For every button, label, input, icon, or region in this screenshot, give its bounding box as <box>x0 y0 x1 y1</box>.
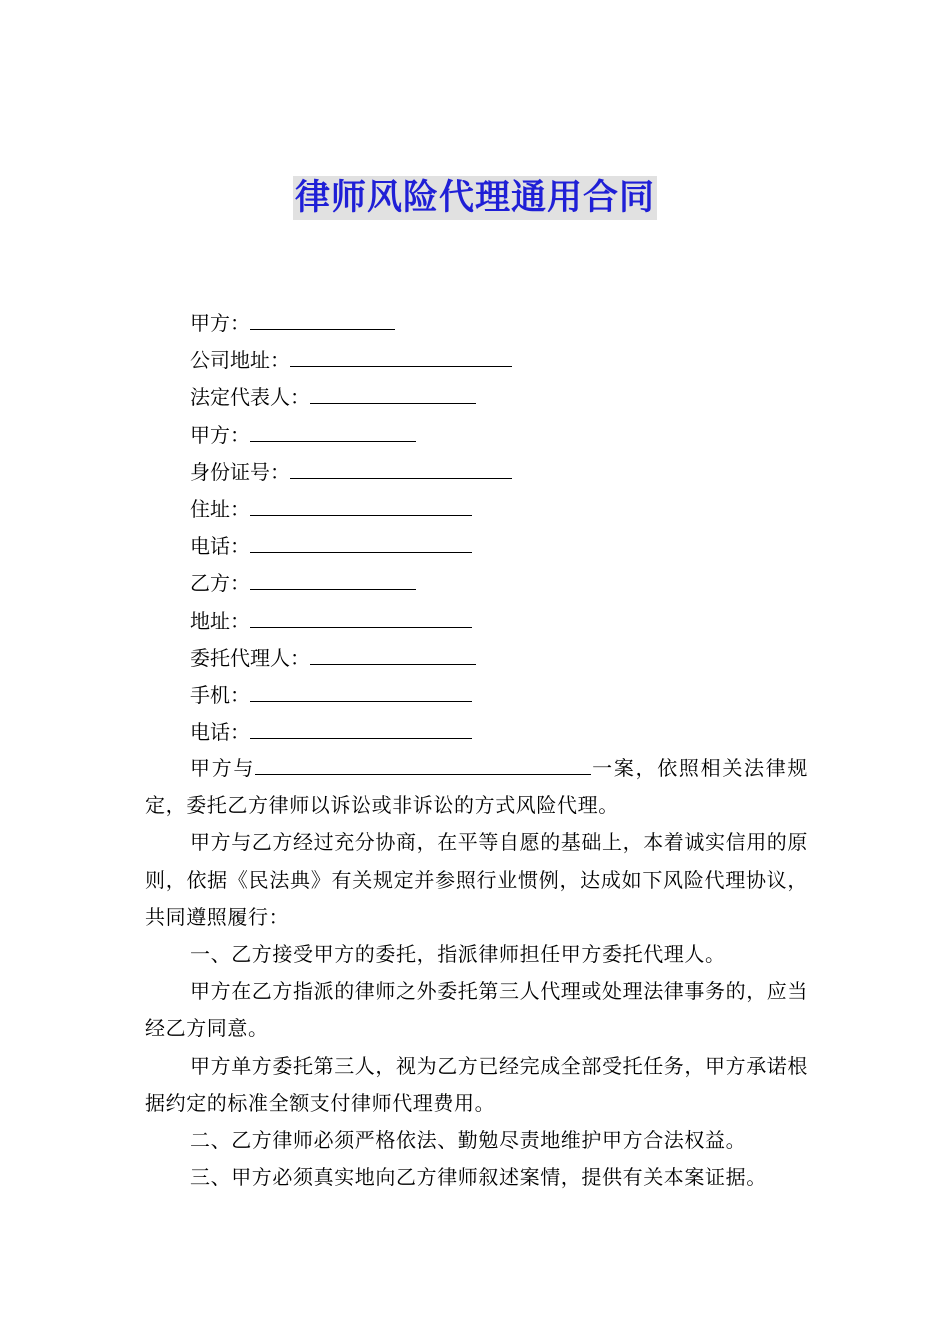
paragraph-suffix: 一案，依照相关法律规定，委托乙方律师以诉讼或非诉讼的方式风险代理。 <box>145 756 808 818</box>
party-info-fields <box>190 305 830 751</box>
fill-blank[interactable] <box>250 609 472 628</box>
field-label: 身份证号： <box>190 459 290 484</box>
fill-blank[interactable] <box>250 534 472 553</box>
field-phone <box>190 528 830 565</box>
fill-blank[interactable] <box>250 497 472 516</box>
contract-body <box>145 750 808 1196</box>
field-phone-2 <box>190 714 830 751</box>
paragraph-clause-1-third-party: 甲方单方委托第三人，视为乙方已经完成全部受托任务，甲方承诺根据约定的标准全额支付律师代理费用。 <box>145 1053 808 1115</box>
paragraph-clause-1-consent: 甲方在乙方指派的律师之外委托第三人代理或处理法律事务的，应当经乙方同意。 <box>145 979 808 1041</box>
field-label: 法定代表人： <box>190 385 310 410</box>
field-legal-representative <box>190 379 830 416</box>
field-label: 甲方： <box>190 311 250 335</box>
fill-blank[interactable] <box>250 311 395 330</box>
field-label: 乙方： <box>190 571 250 596</box>
document-title: 律师风险代理通用合同 <box>294 178 655 218</box>
fill-blank-case[interactable] <box>255 756 591 775</box>
field-agent <box>190 640 830 677</box>
paragraph-agreement: 甲方与乙方经过充分协商，在平等自愿的基础上，本着诚实信用的原则，依据《民法典》有关规定并参照行业惯例，达成如下风险代理协议，共同遵照履行： <box>145 830 808 929</box>
paragraph-clause-1: 一、乙方接受甲方的委托，指派律师担任甲方委托代理人。 <box>190 942 726 967</box>
field-label: 公司地址： <box>190 348 290 373</box>
field-label: 委托代理人： <box>190 645 310 670</box>
field-label: 地址： <box>190 608 250 633</box>
fill-blank[interactable] <box>290 460 512 479</box>
fill-blank[interactable] <box>250 571 416 590</box>
field-party-a-2 <box>190 417 830 454</box>
field-party-a <box>190 305 830 342</box>
field-label: 住址： <box>190 496 250 521</box>
field-company-address <box>190 342 830 379</box>
field-label: 甲方： <box>190 422 250 447</box>
field-id-number <box>190 454 830 491</box>
paragraph-prefix: 甲方与 <box>190 756 256 780</box>
paragraph-case <box>145 750 808 824</box>
fill-blank[interactable] <box>310 385 476 404</box>
fill-blank[interactable] <box>250 423 416 442</box>
field-label: 电话： <box>190 720 250 745</box>
title-container <box>0 176 950 220</box>
fill-blank[interactable] <box>250 683 472 702</box>
fill-blank[interactable] <box>310 646 476 665</box>
field-residence <box>190 491 830 528</box>
field-label: 手机： <box>190 682 250 707</box>
field-party-b <box>190 565 830 602</box>
field-address <box>190 603 830 640</box>
fill-blank[interactable] <box>250 720 472 739</box>
paragraph-clause-3: 三、甲方必须真实地向乙方律师叙述案情，提供有关本案证据。 <box>190 1165 767 1190</box>
paragraph-clause-2: 二、乙方律师必须严格依法、勤勉尽责地维护甲方合法权益。 <box>190 1128 747 1153</box>
field-mobile <box>190 677 830 714</box>
field-label: 电话： <box>190 534 250 559</box>
fill-blank[interactable] <box>290 348 512 367</box>
